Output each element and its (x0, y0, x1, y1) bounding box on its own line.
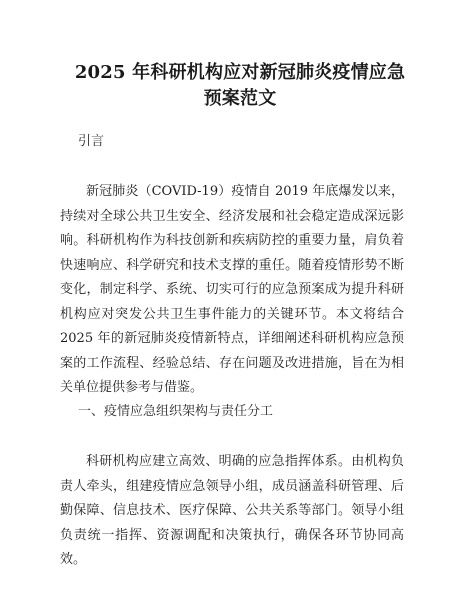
section1-heading: 一、疫情应急组织架构与责任分工 (78, 404, 274, 419)
document-title: 2025 年科研机构应对新冠肺炎疫情应急预案范文 (74, 62, 406, 109)
intro-heading: 引言 (78, 134, 105, 149)
section1-paragraph: 科研机构应建立高效、明确的应急指挥体系。由机构负责人牵头，组建疫情应急领导小组，成员涵盖科研管理、后勤保障、信息技术、医疗保障、公共关系等部门。领导小组负责统一指挥、资源调配和决策执行，确保各环节协同高效。 (60, 454, 404, 567)
intro-paragraph: 新冠肺炎（COVID-19）疫情自 2019 年底爆发以来，持续对全球公共卫生安全、经济发展和社会稳定造成深远影响。科研机构作为科技创新和疾病防控的重要力量，肩负着快速响应、科学研究和技术支撑的重任。随着疫情形势不断变化，制定科学、系统、切实可行的应急预案成为提升科研机构应对突发公共卫生事件能力的关键环节。本文将结合 2025 年的新冠肺炎疫情新特点，详细阐述科研机构应急预案的工作流程、经验总结、存在问题及改进措施，旨在为相关单位提供参考与借鉴。 (60, 184, 404, 395)
